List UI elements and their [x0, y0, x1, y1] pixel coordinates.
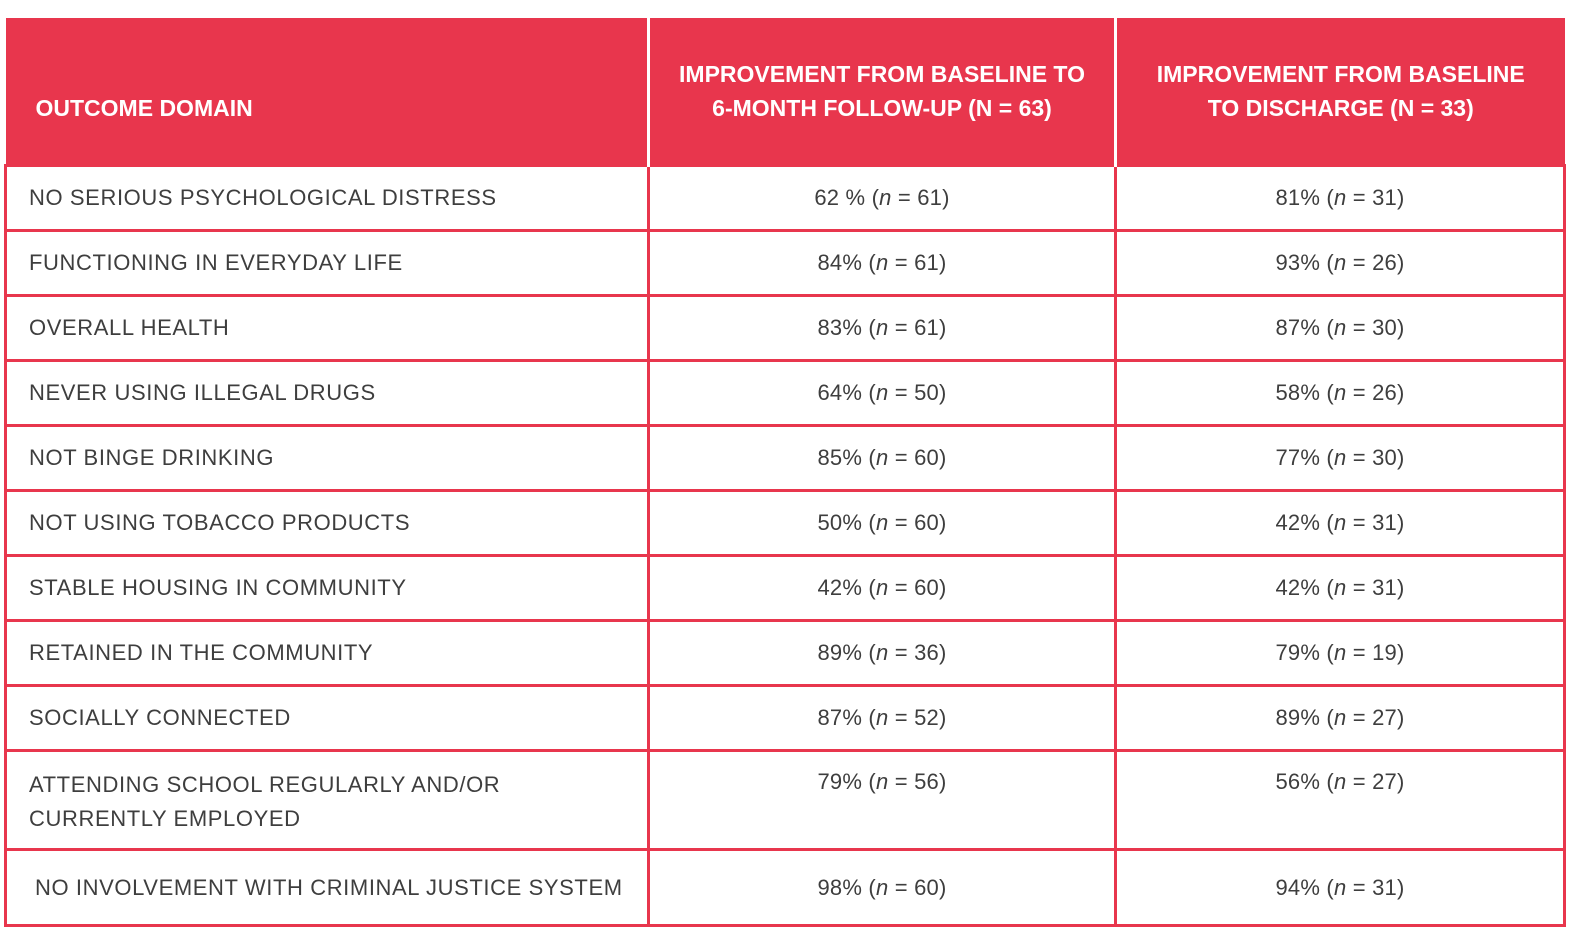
domain-cell: FUNCTIONING IN EVERYDAY LIFE [6, 231, 649, 296]
followup-n: 52 [914, 705, 939, 730]
followup-n: 61 [914, 250, 939, 275]
discharge-n: 30 [1372, 315, 1397, 340]
followup-n: 60 [914, 445, 939, 470]
followup-pct: 89% [817, 640, 863, 665]
followup-pct: 98% [817, 874, 863, 900]
discharge-cell: 58% (n = 26) [1116, 361, 1565, 426]
followup-pct: 62 % [814, 185, 866, 210]
discharge-cell: 77% (n = 30) [1116, 426, 1565, 491]
domain-cell: NEVER USING ILLEGAL DRUGS [6, 361, 649, 426]
discharge-pct: 56% [1275, 769, 1321, 794]
table-row [6, 231, 1565, 296]
discharge-n: 19 [1372, 640, 1397, 665]
followup-n: 60 [914, 874, 939, 900]
outcomes-table [4, 18, 1566, 927]
followup-n: 61 [914, 315, 939, 340]
followup-n: 61 [917, 185, 943, 210]
discharge-pct: 58% [1275, 380, 1321, 405]
followup-pct: 50% [817, 510, 863, 535]
discharge-cell: 79% (n = 19) [1116, 621, 1565, 686]
followup-pct: 64% [817, 380, 863, 405]
discharge-n: 26 [1372, 380, 1397, 405]
discharge-cell: 94% (n = 31) [1116, 850, 1565, 926]
followup-pct: 83% [817, 315, 863, 340]
discharge-cell: 56% (n = 27) [1116, 751, 1565, 850]
domain-cell [6, 751, 649, 850]
header-discharge [1116, 18, 1565, 166]
followup-n: 60 [914, 575, 939, 600]
discharge-pct: 89% [1275, 705, 1321, 730]
followup-cell: 85% (n = 60) [649, 426, 1116, 491]
domain-cell: SOCIALLY CONNECTED [6, 686, 649, 751]
followup-n: 36 [914, 640, 939, 665]
followup-n: 60 [914, 510, 939, 535]
domain-cell: RETAINED IN THE COMMUNITY [6, 621, 649, 686]
followup-pct: 42% [817, 575, 863, 600]
followup-n: 56 [914, 769, 939, 794]
discharge-cell: 93% (n = 26) [1116, 231, 1565, 296]
followup-cell: 87% (n = 52) [649, 686, 1116, 751]
discharge-pct: 87% [1275, 315, 1321, 340]
followup-pct: 85% [817, 445, 863, 470]
header-row [6, 18, 1565, 166]
header-discharge-text: IMPROVEMENT FROM BASELINE TO DISCHARGE (N = 33) [1156, 61, 1525, 121]
followup-n: 50 [914, 380, 939, 405]
discharge-n: 30 [1372, 445, 1397, 470]
domain-text: ATTENDING SCHOOL REGULARLY AND/OR CURRENTLY EMPLOYED [29, 772, 501, 831]
discharge-n: 31 [1372, 510, 1397, 535]
discharge-pct: 93% [1275, 250, 1321, 275]
discharge-cell: 42% (n = 31) [1116, 491, 1565, 556]
discharge-n: 31 [1372, 874, 1397, 900]
discharge-pct: 79% [1275, 640, 1321, 665]
table-row [6, 166, 1565, 231]
table-row [6, 491, 1565, 556]
domain-cell: NO SERIOUS PSYCHOLOGICAL DISTRESS [6, 166, 649, 231]
discharge-pct: 81% [1275, 185, 1321, 210]
followup-pct: 87% [817, 705, 863, 730]
table-row [6, 556, 1565, 621]
followup-cell: 89% (n = 36) [649, 621, 1116, 686]
discharge-pct: 94% [1275, 874, 1321, 900]
followup-pct: 84% [817, 250, 863, 275]
followup-cell: 84% (n = 61) [649, 231, 1116, 296]
table-row [6, 621, 1565, 686]
followup-cell: 64% (n = 50) [649, 361, 1116, 426]
discharge-n: 31 [1372, 185, 1397, 210]
discharge-n: 27 [1372, 769, 1397, 794]
discharge-n: 31 [1372, 575, 1397, 600]
table-row [6, 361, 1565, 426]
discharge-n: 26 [1372, 250, 1397, 275]
domain-cell: STABLE HOUSING IN COMMUNITY [6, 556, 649, 621]
domain-cell: OVERALL HEALTH [6, 296, 649, 361]
table-row [6, 426, 1565, 491]
discharge-cell: 89% (n = 27) [1116, 686, 1565, 751]
discharge-pct: 77% [1275, 445, 1321, 470]
header-followup-text: IMPROVEMENT FROM BASELINE TO 6-MONTH FOLLOW-UP (N = 63) [679, 61, 1085, 121]
followup-pct: 79% [817, 769, 863, 794]
followup-cell: 83% (n = 61) [649, 296, 1116, 361]
discharge-pct: 42% [1275, 575, 1321, 600]
followup-cell: 79% (n = 56) [649, 751, 1116, 850]
domain-cell: NO INVOLVEMENT WITH CRIMINAL JUSTICE SYSTEM [6, 850, 649, 926]
domain-cell: NOT USING TOBACCO PRODUCTS [6, 491, 649, 556]
table-row [6, 850, 1565, 926]
header-outcome-domain: OUTCOME DOMAIN [6, 18, 649, 166]
discharge-pct: 42% [1275, 510, 1321, 535]
domain-cell: NOT BINGE DRINKING [6, 426, 649, 491]
followup-cell: 42% (n = 60) [649, 556, 1116, 621]
discharge-cell: 42% (n = 31) [1116, 556, 1565, 621]
header-followup [649, 18, 1116, 166]
table-row [6, 686, 1565, 751]
followup-cell: 98% (n = 60) [649, 850, 1116, 926]
table-row [6, 751, 1565, 850]
discharge-cell: 87% (n = 30) [1116, 296, 1565, 361]
table-row [6, 296, 1565, 361]
discharge-cell: 81% (n = 31) [1116, 166, 1565, 231]
discharge-n: 27 [1372, 705, 1397, 730]
followup-cell: 62 % (n = 61) [649, 166, 1116, 231]
followup-cell: 50% (n = 60) [649, 491, 1116, 556]
